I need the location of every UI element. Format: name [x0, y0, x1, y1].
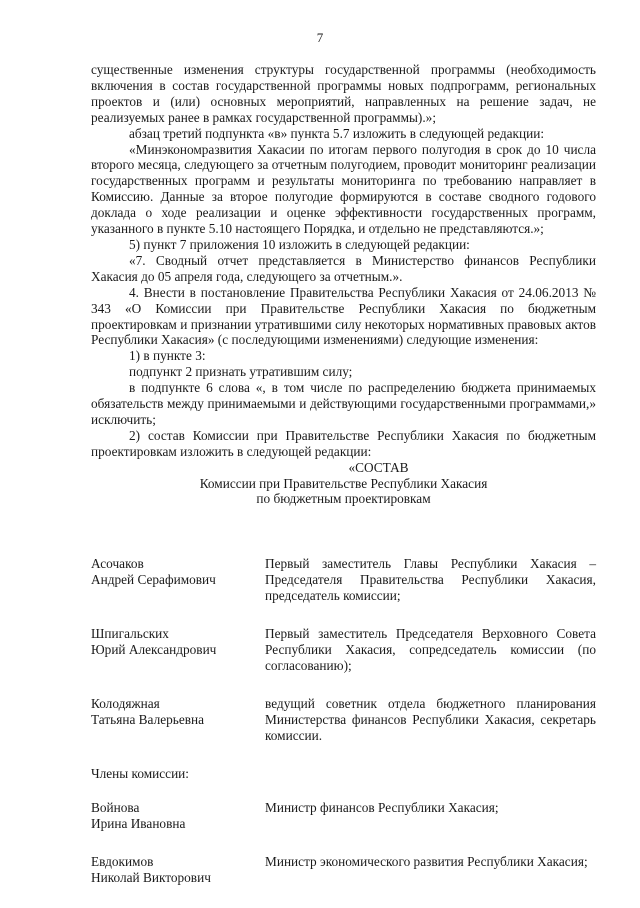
member-surname: Войнова — [91, 800, 140, 815]
member-role: ведущий советник отдела бюджетного планирования Министерства финансов Республики Хакасия, секретарь комиссии. — [265, 696, 596, 743]
page-number: 7 — [316, 30, 324, 45]
paragraph-3: «Минэкономразвития Хакасии по итогам первого полугодия в срок до 10 числа второго месяца, следующего за отчетным полугодием, проводит мониторинг реализации государственных программ и результаты мониторинга по требованию направляет в Комиссию. Данные за второе полугодие формируются в составе сводного годового доклада о ходе реализации и оценке эффективности государственных программ, указанного в пункте 5.10 настоящего Порядка, и отдельно не представляются.»; — [91, 141, 596, 237]
member-row — [91, 854, 596, 886]
composition-title-line1: Комиссии при Правительстве Республики Хакасия — [199, 475, 488, 491]
member-name — [91, 696, 265, 744]
member-row — [91, 800, 596, 832]
paragraph-9: в подпункте 6 слова «, в том числе по распределению бюджета принимаемых обязательств между принимаемыми и действующими государственными программами,» исключить; — [91, 380, 596, 427]
composition-list — [91, 556, 596, 908]
member-surname: Колодяжная — [91, 696, 160, 711]
paragraph-4: 5) пункт 7 приложения 10 изложить в следующей редакции: — [129, 236, 470, 252]
member-role: Первый заместитель Председателя Верховного Совета Республики Хакасия, сопредседатель комиссии (по согласованию); — [265, 626, 596, 673]
member-surname: Шпигальских — [91, 626, 169, 641]
document-body — [91, 62, 596, 507]
member-given-name: Андрей Серафимович — [91, 572, 216, 587]
member-given-name: Николай Викторович — [91, 870, 211, 885]
member-name — [91, 800, 265, 832]
member-name — [91, 626, 265, 674]
members-label: Члены комиссии: — [91, 766, 189, 781]
member-given-name: Юрий Александрович — [91, 642, 217, 657]
member-row — [91, 696, 596, 744]
member-role: Министр экономического развития Республики Хакасия; — [265, 854, 588, 869]
member-role: Министр финансов Республики Хакасия; — [265, 800, 499, 815]
member-surname: Евдокимов — [91, 854, 154, 869]
composition-heading: «СОСТАВ — [348, 459, 409, 475]
member-name — [91, 556, 265, 604]
member-name — [91, 854, 265, 886]
paragraph-2: абзац третий подпункта «в» пункта 5.7 изложить в следующей редакции: — [129, 125, 545, 141]
composition-title-line2: по бюджетным проектировкам — [256, 491, 431, 507]
member-given-name: Татьяна Валерьевна — [91, 712, 205, 727]
member-row — [91, 556, 596, 604]
paragraph-8: подпункт 2 признать утратившим силу; — [129, 364, 353, 380]
member-surname: Асочаков — [91, 556, 144, 571]
paragraph-10: 2) состав Комиссии при Правительстве Республики Хакасия по бюджетным проектировкам изложить в следующей редакции: — [91, 427, 596, 459]
member-row — [91, 626, 596, 674]
paragraph-5: «7. Сводный отчет представляется в Министерство финансов Республики Хакасия до 05 апреля года, следующего за отчетным.». — [91, 252, 596, 284]
member-given-name: Ирина Ивановна — [91, 816, 186, 831]
member-role: Первый заместитель Главы Республики Хакасия – Председателя Правительства Республики Хакасия, председатель комиссии; — [265, 556, 596, 603]
paragraph-1: существенные изменения структуры государственной программы (необходимость включения в состав государственной программы новых подпрограмм, региональных проектов и (или) основных мероприятий, направленных на решение задач, не реализуемых ранее в рамках государственной программы).»; — [91, 62, 596, 125]
paragraph-7: 1) в пункте 3: — [129, 348, 206, 364]
paragraph-6: 4. Внести в постановление Правительства Республики Хакасия от 24.06.2013 № 343 «О Комиссии при Правительстве Республики Хакасия по бюджетным проектировкам и признании утратившими силу некоторых нормативных правовых актов Республики Хакасия» (с последующими изменениями) следующие изменения: — [91, 284, 596, 348]
